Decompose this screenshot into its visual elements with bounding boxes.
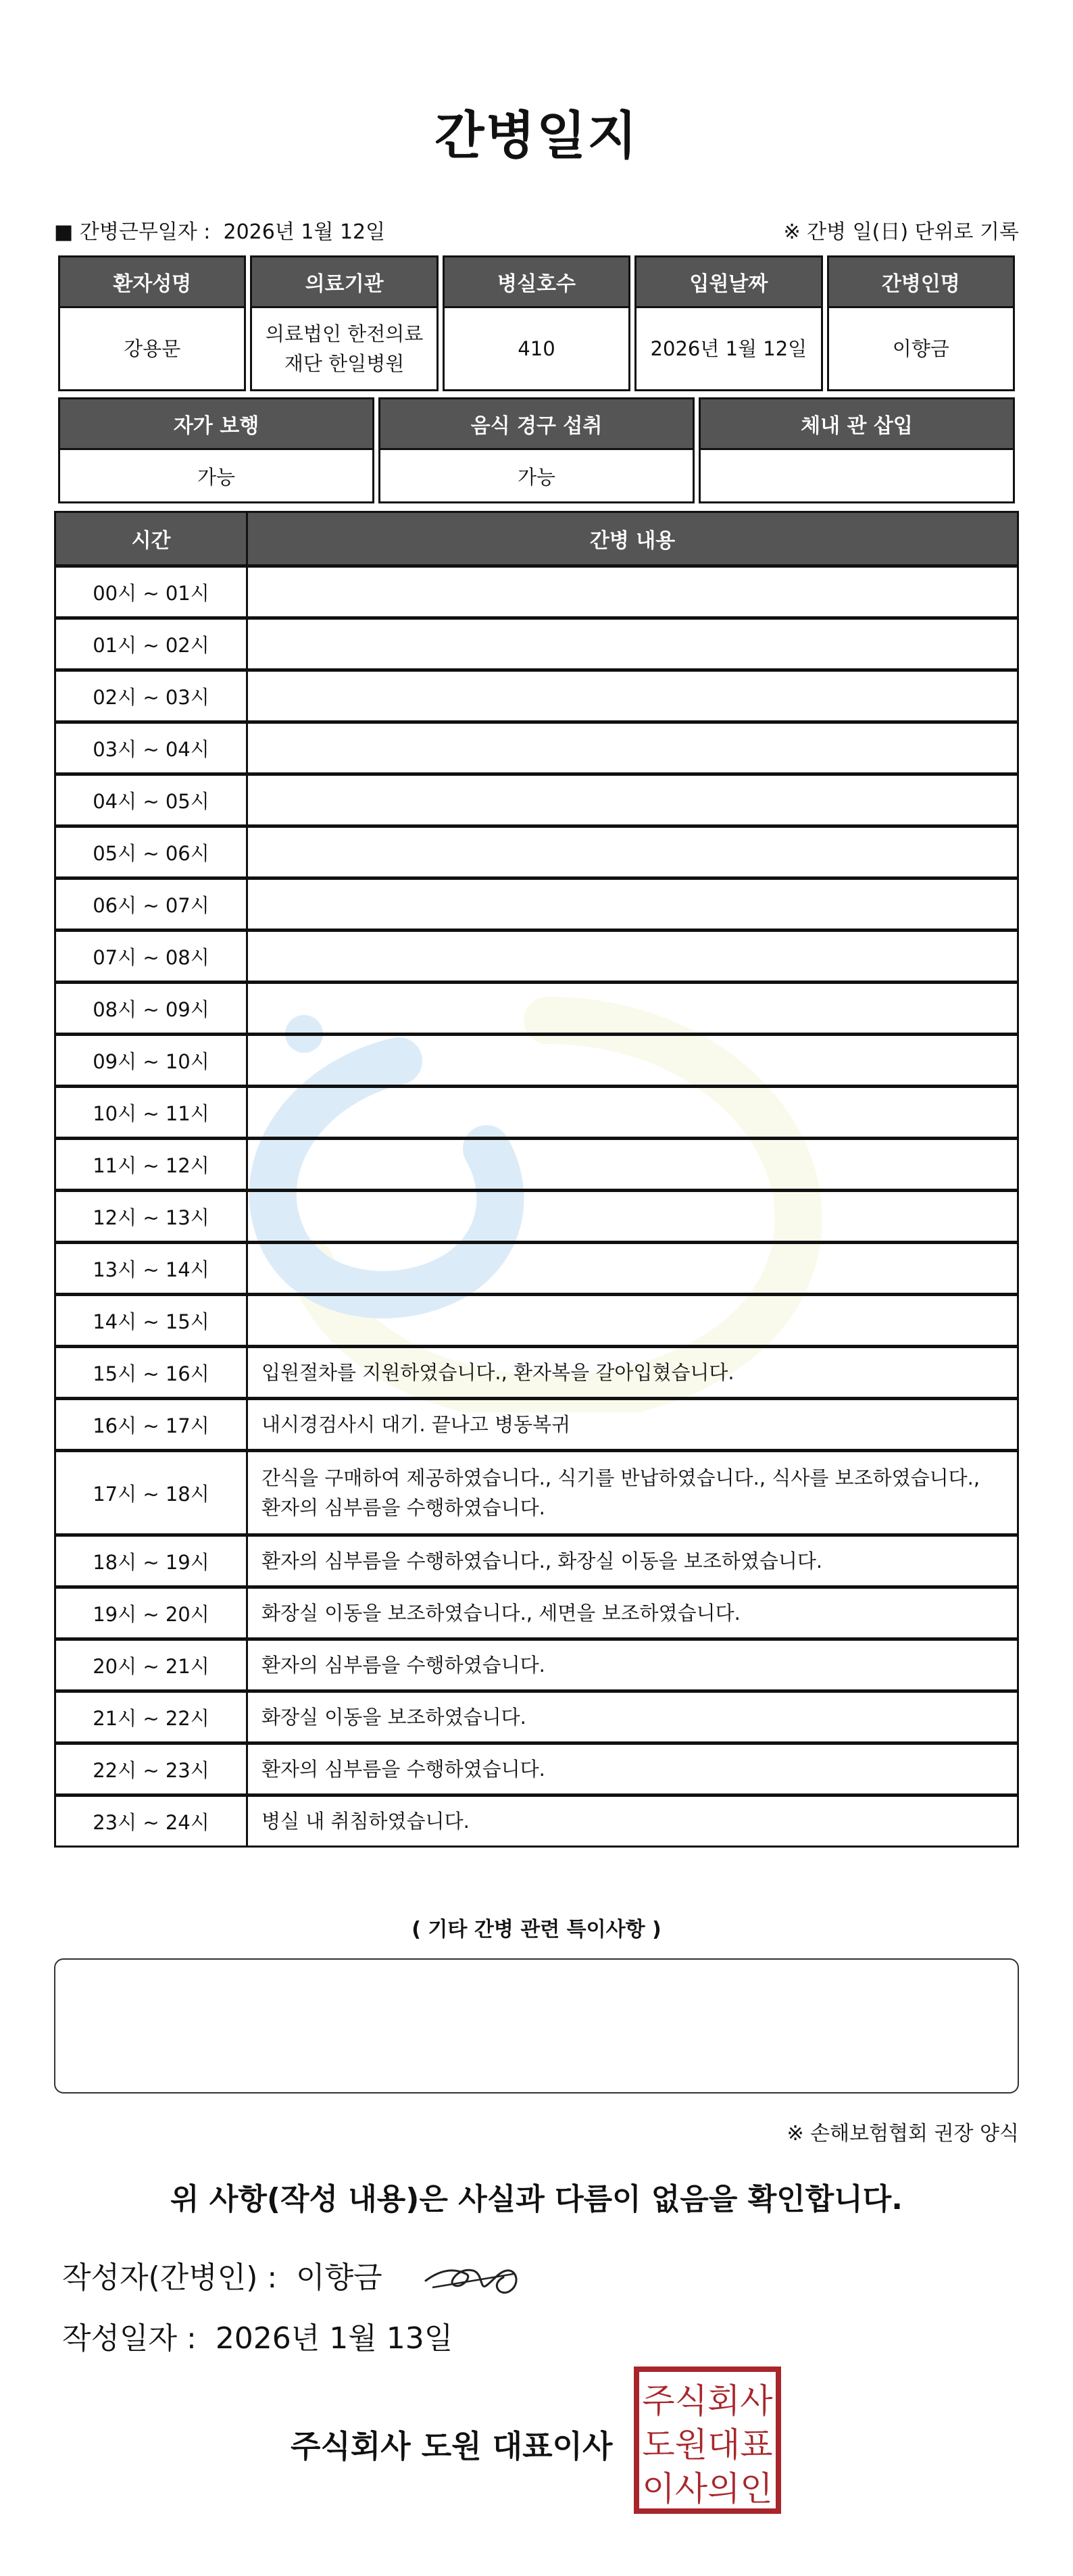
header-self-walking: 자가 보행 xyxy=(56,399,376,449)
table-row xyxy=(55,1587,1018,1639)
signature-image xyxy=(419,2244,527,2304)
oral-intake-value: 가능 xyxy=(376,449,697,503)
care-content xyxy=(247,1035,1018,1087)
time-slot: 11시 ~ 12시 xyxy=(55,1139,247,1191)
table-row xyxy=(55,774,1018,826)
unit-note: ※ 간병 일(日) 단위로 기록 xyxy=(783,220,1019,244)
time-slot: 12시 ~ 13시 xyxy=(55,1191,247,1243)
time-slot: 03시 ~ 04시 xyxy=(55,722,247,774)
care-content xyxy=(247,931,1018,983)
header-caregiver: 간병인명 xyxy=(825,257,1017,307)
institution-line2: 재단 한일병원 xyxy=(284,352,405,375)
header-tube-insertion: 체내 관 삽입 xyxy=(697,399,1017,449)
table-row xyxy=(55,1295,1018,1347)
header-institution: 의료기관 xyxy=(248,257,440,307)
header-care-content: 간병 내용 xyxy=(247,512,1018,566)
date-value: 2026년 1월 13일 xyxy=(215,2321,453,2356)
care-content xyxy=(247,618,1018,670)
care-content xyxy=(247,1295,1018,1347)
care-content: 화장실 이동을 보조하였습니다., 세면을 보조하였습니다. xyxy=(247,1587,1018,1639)
writer-label: 작성자(간병인) : xyxy=(62,2260,278,2295)
work-date xyxy=(54,215,385,245)
time-slot: 19시 ~ 20시 xyxy=(55,1587,247,1639)
time-slot: 21시 ~ 22시 xyxy=(55,1691,247,1743)
care-content-line1: 간식을 구매하여 제공하였습니다., 식기를 반납하였습니다., 식사를 보조하였습니다., xyxy=(261,1466,980,1489)
written-date-line xyxy=(62,2314,453,2357)
time-slot: 10시 ~ 11시 xyxy=(55,1087,247,1139)
remarks-title: ( 기타 간병 관련 특이사항 ) xyxy=(411,1918,662,1941)
table-row xyxy=(55,670,1018,722)
care-content-line2: 환자의 심부름을 수행하였습니다. xyxy=(261,1496,545,1519)
care-content xyxy=(247,722,1018,774)
time-slot: 22시 ~ 23시 xyxy=(55,1743,247,1795)
self-walking-value: 가능 xyxy=(56,449,376,503)
care-content xyxy=(247,774,1018,826)
time-slot: 13시 ~ 14시 xyxy=(55,1243,247,1295)
admission-date: 2026년 1월 12일 xyxy=(632,307,824,391)
time-slot: 15시 ~ 16시 xyxy=(55,1347,247,1399)
time-slot: 05시 ~ 06시 xyxy=(55,826,247,878)
table-row xyxy=(55,826,1018,878)
svg-text:도원대표: 도원대표 xyxy=(642,2425,773,2464)
table-row xyxy=(55,566,1018,618)
care-content: 내시경검사시 대기. 끝나고 병동복귀 xyxy=(247,1399,1018,1451)
care-content: 환자의 심부름을 수행하였습니다. xyxy=(247,1639,1018,1691)
care-content: 환자의 심부름을 수행하였습니다., 화장실 이동을 보조하였습니다. xyxy=(247,1535,1018,1587)
care-content: 화장실 이동을 보조하였습니다. xyxy=(247,1691,1018,1743)
table-row xyxy=(55,1691,1018,1743)
care-content: 병실 내 취침하였습니다. xyxy=(247,1795,1018,1847)
caregiver-name: 이향금 xyxy=(825,307,1017,391)
time-slot: 23시 ~ 24시 xyxy=(55,1795,247,1847)
table-row xyxy=(55,931,1018,983)
header-admission-date: 입원날짜 xyxy=(632,257,824,307)
company-representative: 주식회사 도원 대표이사 xyxy=(291,2428,613,2464)
header-time: 시간 xyxy=(55,512,247,566)
time-slot: 16시 ~ 17시 xyxy=(55,1399,247,1451)
time-slot: 06시 ~ 07시 xyxy=(55,878,247,931)
time-slot: 07시 ~ 08시 xyxy=(55,931,247,983)
confirmation-statement: 위 사항(작성 내용)은 사실과 다름이 없음을 확인합니다. xyxy=(170,2182,903,2216)
care-content xyxy=(247,1139,1018,1191)
care-log-table xyxy=(54,511,1019,1848)
table-row xyxy=(55,1639,1018,1691)
writer-line xyxy=(62,2253,382,2296)
care-content: 환자의 심부름을 수행하였습니다. xyxy=(247,1743,1018,1795)
time-slot: 20시 ~ 21시 xyxy=(55,1639,247,1691)
header-room: 병실호수 xyxy=(441,257,632,307)
recommended-form-note: ※ 손해보험협회 권장 양식 xyxy=(787,2122,1019,2146)
svg-text:이사의인: 이사의인 xyxy=(642,2469,773,2508)
patient-info-table xyxy=(54,255,1019,391)
table-row xyxy=(55,878,1018,931)
institution-line1: 의료법인 한전의료 xyxy=(265,322,424,345)
care-content xyxy=(247,670,1018,722)
care-content xyxy=(247,878,1018,931)
time-slot: 17시 ~ 18시 xyxy=(55,1451,247,1535)
work-date-value: 2026년 1월 12일 xyxy=(223,220,386,244)
time-slot: 00시 ~ 01시 xyxy=(55,566,247,618)
date-label: 작성일자 : xyxy=(62,2321,197,2356)
care-content xyxy=(247,826,1018,878)
company-seal-stamp xyxy=(632,2365,782,2515)
writer-name: 이향금 xyxy=(296,2260,382,2295)
table-row xyxy=(55,1191,1018,1243)
table-row xyxy=(55,1743,1018,1795)
time-slot: 01시 ~ 02시 xyxy=(55,618,247,670)
care-content xyxy=(247,983,1018,1035)
patient-status-table xyxy=(54,397,1019,503)
table-row xyxy=(55,722,1018,774)
care-content xyxy=(247,1451,1018,1535)
care-content xyxy=(247,1191,1018,1243)
tube-insertion-value xyxy=(697,449,1017,503)
table-row xyxy=(55,1035,1018,1087)
table-row xyxy=(55,1535,1018,1587)
institution xyxy=(248,307,440,391)
care-content xyxy=(247,1087,1018,1139)
work-date-label: ■ 간병근무일자 : xyxy=(54,220,211,244)
header-oral-intake: 음식 경구 섭취 xyxy=(376,399,697,449)
time-slot: 08시 ~ 09시 xyxy=(55,983,247,1035)
time-slot: 18시 ~ 19시 xyxy=(55,1535,247,1587)
patient-name: 강용문 xyxy=(56,307,248,391)
time-slot: 02시 ~ 03시 xyxy=(55,670,247,722)
remarks-box xyxy=(54,1958,1019,2094)
time-slot: 04시 ~ 05시 xyxy=(55,774,247,826)
care-content xyxy=(247,566,1018,618)
table-row xyxy=(55,1087,1018,1139)
table-row xyxy=(55,1795,1018,1847)
header-patient-name: 환자성명 xyxy=(56,257,248,307)
time-slot: 14시 ~ 15시 xyxy=(55,1295,247,1347)
room-number: 410 xyxy=(441,307,632,391)
table-row xyxy=(55,1243,1018,1295)
care-content xyxy=(247,1243,1018,1295)
table-row xyxy=(55,1139,1018,1191)
care-content: 입원절차를 지원하였습니다., 환자복을 갈아입혔습니다. xyxy=(247,1347,1018,1399)
table-row xyxy=(55,1451,1018,1535)
table-row xyxy=(55,618,1018,670)
svg-text:주식회사: 주식회사 xyxy=(642,2381,773,2421)
table-row xyxy=(55,1347,1018,1399)
table-row xyxy=(55,1399,1018,1451)
page-title: 간병일지 xyxy=(434,105,639,166)
time-slot: 09시 ~ 10시 xyxy=(55,1035,247,1087)
table-row xyxy=(55,983,1018,1035)
